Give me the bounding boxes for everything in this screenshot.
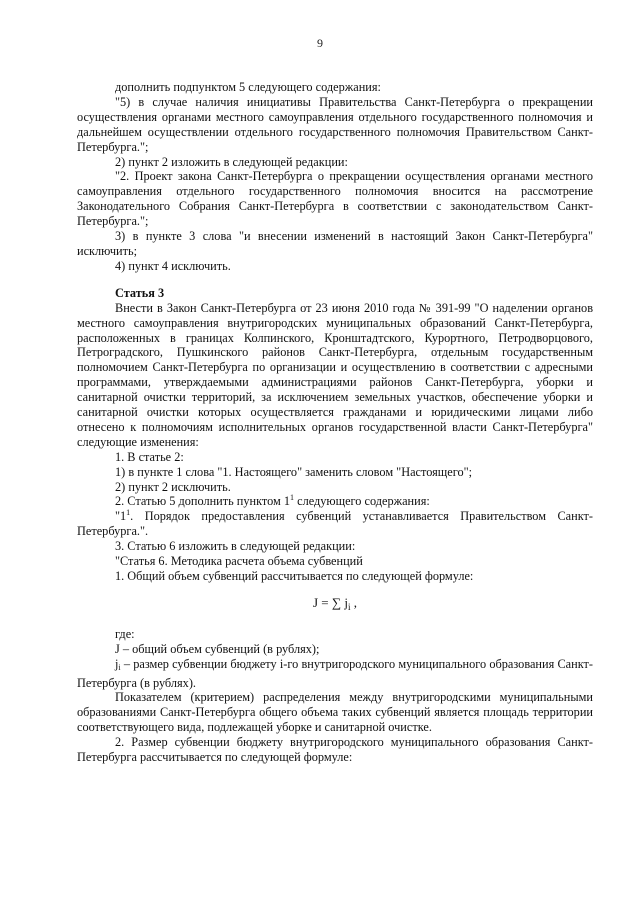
paragraph: J – общий объем субвенций (в рублях);: [115, 641, 320, 656]
paragraph: дополнить подпунктом 5 следующего содержания:: [115, 80, 381, 94]
page-number: 9: [317, 36, 323, 50]
paragraph: "Статья 6. Методика расчета объема субвенций: [115, 554, 363, 569]
article-heading: Статья 3: [115, 285, 165, 300]
paragraph: 2) пункт 2 исключить.: [115, 479, 231, 494]
paragraph: ji – размер субвенции бюджету i-го внутригородского муниципального образования Санкт-Петербурга (в рублях).: [77, 656, 593, 690]
paragraph: 2. Размер субвенции бюджету внутригородского муниципального образования Санкт-Петербурга рассчитывается по следующей формуле:: [77, 735, 593, 765]
paragraph: 1. Общий объем субвенций рассчитывается по следующей формуле:: [115, 569, 474, 583]
paragraph: "$1^1$. Порядок предоставления субвенций устанавливается Правительством Санкт-Петербурга.".: [77, 508, 593, 539]
paragraph: "2. Проект закона Санкт-Петербурга о прекращении осуществления органами местного самоуправления отдельного государственного полномочия вносится на рассмотрение Законодательного Собрания Санкт-Петербурга в соответствии с законодательством Санкт-Петербурга.";: [77, 169, 593, 229]
paragraph: 4) пункт 4 исключить.: [115, 258, 231, 273]
paragraph: 1) в пункте 1 слова "1. Настоящего" заменить словом "Настоящего";: [115, 464, 473, 479]
paragraph: 3. Статью 6 изложить в следующей редакции:: [115, 539, 356, 554]
document-body: [77, 80, 593, 765]
paragraph: 2) пункт 2 изложить в следующей редакции:: [115, 154, 348, 169]
paragraph: 2. Статью 5 дополнить пунктом $1^1$ следующего содержания:: [115, 493, 430, 509]
formula: J = ∑ $j_i$ ,: [312, 594, 358, 612]
paragraph: Внести в Закон Санкт-Петербурга от 23 июня 2010 года № 391-99 "О наделении органов местного самоуправления внутригородских муниципальных образований Санкт-Петербурга, расположенных в границах Колпинского, Кронштадтского, Курортного, Петродворцового, Петроградского, Пушкинского районов Санкт-Петербурга, отдельным государственным полномочием Санкт-Петербурга по организации и осуществлению в соответствии с адресными программами, утверждаемыми администрациями районов Санкт-Петербурга, уборки и санитарной очистки территорий, за исключением земельных участков, обеспечение уборки и санитарной очистки которых осуществляется гражданами и юридическими лицами либо отнесено к полномочиям исполнительных органов государственной власти Санкт-Петербурга" следующие изменения:: [77, 300, 593, 449]
paragraph: где:: [115, 626, 135, 641]
paragraph: 1. В статье 2:: [115, 449, 184, 464]
paragraph: 3) в пункте 3 слова "и внесении изменений в настоящий Закон Санкт-Петербурга" исключить;: [77, 229, 593, 258]
paragraph: Показателем (критерием) распределения между внутригородскими муниципальными образованиями Санкт-Петербурга общего объема таких субвенций является площадь территории соответствующего вида, подлежащей уборке и санитарной очистке.: [77, 690, 593, 735]
paragraph: "5) в случае наличия инициативы Правительства Санкт-Петербурга о прекращении осуществления органами местного самоуправления отдельного государственного полномочия и дальнейшем осуществлении отдельного государственного полномочия Правительством Санкт-Петербурга.";: [77, 94, 593, 154]
